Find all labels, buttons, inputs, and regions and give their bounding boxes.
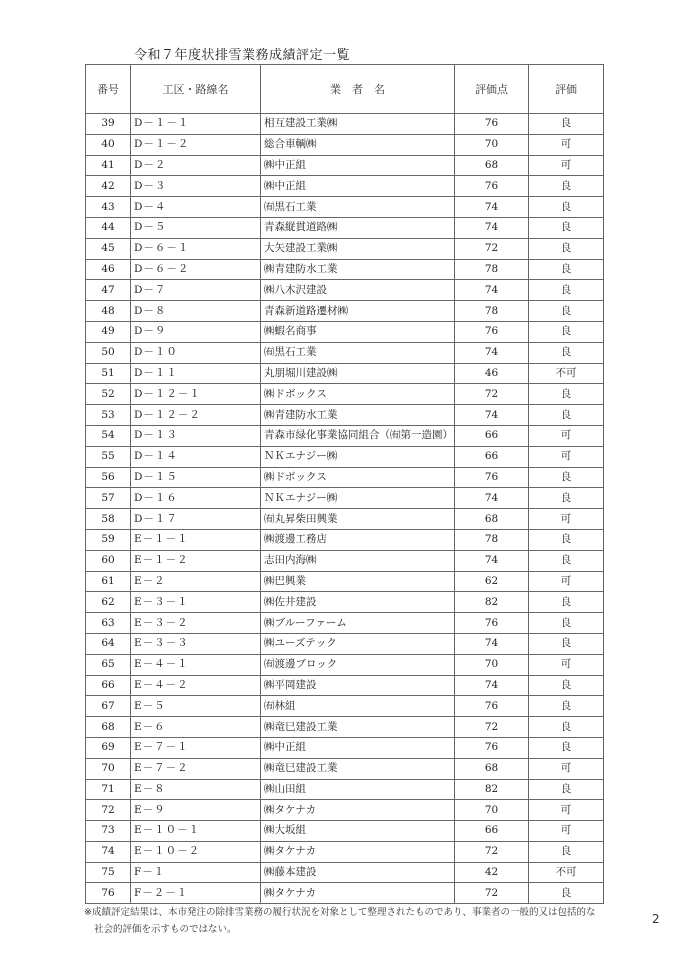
cell-score: 42 bbox=[455, 862, 529, 883]
cell-company: ㈱ユーズテック bbox=[261, 633, 455, 654]
cell-number: 76 bbox=[86, 883, 131, 904]
cell-grade: 可 bbox=[529, 134, 604, 155]
cell-grade: 良 bbox=[529, 633, 604, 654]
cell-number: 57 bbox=[86, 488, 131, 509]
cell-score: 76 bbox=[455, 321, 529, 342]
footnote-line-1: ※成績評定結果は、本市発注の除排雪業務の履行状況を対象として整理されたものであり、事業者の一般的又は包括的な bbox=[84, 907, 596, 918]
cell-grade: 良 bbox=[529, 238, 604, 259]
cell-number: 43 bbox=[86, 197, 131, 218]
table-row bbox=[86, 862, 604, 883]
cell-route: D－１７ bbox=[131, 509, 261, 530]
cell-score: 74 bbox=[455, 280, 529, 301]
cell-grade: 可 bbox=[529, 509, 604, 530]
table-row bbox=[86, 259, 604, 280]
table-row bbox=[86, 384, 604, 405]
cell-company: 総合車輌㈱ bbox=[261, 134, 455, 155]
cell-grade: 良 bbox=[529, 301, 604, 322]
cell-number: 50 bbox=[86, 342, 131, 363]
cell-company: ㈱タケナカ bbox=[261, 883, 455, 904]
table-row bbox=[86, 155, 604, 176]
cell-score: 66 bbox=[455, 425, 529, 446]
cell-grade: 可 bbox=[529, 758, 604, 779]
cell-number: 72 bbox=[86, 800, 131, 821]
cell-company: ㈱青建防水工業 bbox=[261, 405, 455, 426]
table-row bbox=[86, 529, 604, 550]
cell-grade: 良 bbox=[529, 717, 604, 738]
header-route: 工区・路線名 bbox=[131, 65, 261, 114]
table-row bbox=[86, 467, 604, 488]
cell-number: 48 bbox=[86, 301, 131, 322]
cell-route: D－９ bbox=[131, 321, 261, 342]
cell-company: 丸朋堀川建設㈱ bbox=[261, 363, 455, 384]
cell-number: 67 bbox=[86, 696, 131, 717]
cell-company: ＮＫエナジー㈱ bbox=[261, 446, 455, 467]
table-row bbox=[86, 488, 604, 509]
cell-route: D－１０ bbox=[131, 342, 261, 363]
cell-route: E－１０－２ bbox=[131, 841, 261, 862]
cell-route: E－４－２ bbox=[131, 675, 261, 696]
cell-grade: 可 bbox=[529, 800, 604, 821]
table-row bbox=[86, 321, 604, 342]
cell-route: D－８ bbox=[131, 301, 261, 322]
cell-route: E－８ bbox=[131, 779, 261, 800]
cell-score: 74 bbox=[455, 488, 529, 509]
cell-score: 70 bbox=[455, 134, 529, 155]
cell-score: 72 bbox=[455, 883, 529, 904]
cell-number: 62 bbox=[86, 592, 131, 613]
cell-number: 49 bbox=[86, 321, 131, 342]
table-row bbox=[86, 446, 604, 467]
cell-number: 75 bbox=[86, 862, 131, 883]
table-header-row bbox=[86, 65, 604, 114]
cell-score: 76 bbox=[455, 467, 529, 488]
table-row bbox=[86, 633, 604, 654]
cell-company: ㈱タケナカ bbox=[261, 800, 455, 821]
cell-company: ㈱ドボックス bbox=[261, 467, 455, 488]
cell-grade: 良 bbox=[529, 259, 604, 280]
cell-route: D－２ bbox=[131, 155, 261, 176]
cell-company: ㈱八木沢建設 bbox=[261, 280, 455, 301]
cell-company: ㈱中正組 bbox=[261, 737, 455, 758]
cell-number: 41 bbox=[86, 155, 131, 176]
cell-company: ㈱蝦名商事 bbox=[261, 321, 455, 342]
cell-route: D－６－１ bbox=[131, 238, 261, 259]
cell-route: D－１２－２ bbox=[131, 405, 261, 426]
cell-number: 55 bbox=[86, 446, 131, 467]
cell-score: 66 bbox=[455, 446, 529, 467]
cell-number: 61 bbox=[86, 571, 131, 592]
cell-score: 76 bbox=[455, 613, 529, 634]
cell-route: E－１０－１ bbox=[131, 821, 261, 842]
cell-grade: 可 bbox=[529, 446, 604, 467]
table-row bbox=[86, 280, 604, 301]
cell-number: 47 bbox=[86, 280, 131, 301]
cell-route: E－３－３ bbox=[131, 633, 261, 654]
page-number: 2 bbox=[652, 912, 660, 926]
cell-score: 68 bbox=[455, 155, 529, 176]
cell-company: ㈲林組 bbox=[261, 696, 455, 717]
cell-grade: 良 bbox=[529, 176, 604, 197]
cell-score: 72 bbox=[455, 841, 529, 862]
cell-number: 56 bbox=[86, 467, 131, 488]
cell-company: ㈱中正組 bbox=[261, 176, 455, 197]
cell-number: 63 bbox=[86, 613, 131, 634]
cell-route: E－３－２ bbox=[131, 613, 261, 634]
cell-grade: 良 bbox=[529, 883, 604, 904]
cell-grade: 良 bbox=[529, 217, 604, 238]
cell-company: 青森市緑化事業協同組合（㈲第一造園） bbox=[261, 425, 455, 446]
table-row bbox=[86, 675, 604, 696]
cell-route: E－７－１ bbox=[131, 737, 261, 758]
cell-grade: 不可 bbox=[529, 363, 604, 384]
cell-route: E－４－１ bbox=[131, 654, 261, 675]
cell-grade: 良 bbox=[529, 613, 604, 634]
table-row bbox=[86, 238, 604, 259]
cell-number: 53 bbox=[86, 405, 131, 426]
cell-number: 71 bbox=[86, 779, 131, 800]
cell-score: 74 bbox=[455, 675, 529, 696]
cell-grade: 良 bbox=[529, 321, 604, 342]
table-row bbox=[86, 425, 604, 446]
cell-number: 52 bbox=[86, 384, 131, 405]
cell-company: ㈲渡邊ブロック bbox=[261, 654, 455, 675]
cell-number: 51 bbox=[86, 363, 131, 384]
cell-company: ㈱中正組 bbox=[261, 155, 455, 176]
cell-number: 58 bbox=[86, 509, 131, 530]
table-body bbox=[86, 114, 604, 904]
cell-score: 70 bbox=[455, 800, 529, 821]
table-row bbox=[86, 613, 604, 634]
cell-company: ㈱青建防水工業 bbox=[261, 259, 455, 280]
cell-grade: 良 bbox=[529, 467, 604, 488]
header-grade: 評価 bbox=[529, 65, 604, 114]
cell-number: 54 bbox=[86, 425, 131, 446]
cell-score: 78 bbox=[455, 301, 529, 322]
cell-company: 青森新道路遷材㈱ bbox=[261, 301, 455, 322]
cell-grade: 良 bbox=[529, 342, 604, 363]
cell-company: ㈱渡邊工務店 bbox=[261, 529, 455, 550]
cell-number: 46 bbox=[86, 259, 131, 280]
cell-number: 65 bbox=[86, 654, 131, 675]
cell-grade: 良 bbox=[529, 488, 604, 509]
cell-number: 42 bbox=[86, 176, 131, 197]
cell-grade: 可 bbox=[529, 571, 604, 592]
table-row bbox=[86, 363, 604, 384]
cell-route: E－９ bbox=[131, 800, 261, 821]
cell-route: E－５ bbox=[131, 696, 261, 717]
table-row bbox=[86, 758, 604, 779]
cell-number: 40 bbox=[86, 134, 131, 155]
cell-company: ㈱山田組 bbox=[261, 779, 455, 800]
table-row bbox=[86, 717, 604, 738]
table-row bbox=[86, 405, 604, 426]
cell-route: D－１３ bbox=[131, 425, 261, 446]
table-row bbox=[86, 301, 604, 322]
cell-number: 73 bbox=[86, 821, 131, 842]
cell-score: 76 bbox=[455, 696, 529, 717]
cell-number: 68 bbox=[86, 717, 131, 738]
table-row bbox=[86, 342, 604, 363]
table-row bbox=[86, 197, 604, 218]
cell-grade: 良 bbox=[529, 280, 604, 301]
table-row bbox=[86, 883, 604, 904]
cell-company: ㈱タケナカ bbox=[261, 841, 455, 862]
cell-grade: 良 bbox=[529, 779, 604, 800]
cell-company: ㈱平岡建設 bbox=[261, 675, 455, 696]
cell-route: E－１－２ bbox=[131, 550, 261, 571]
cell-number: 70 bbox=[86, 758, 131, 779]
table-row bbox=[86, 134, 604, 155]
footnote-line-2: 社会的評価を示すものではない。 bbox=[94, 924, 237, 935]
cell-grade: 可 bbox=[529, 654, 604, 675]
cell-grade: 可 bbox=[529, 425, 604, 446]
cell-company: ㈲丸昇柴田興業 bbox=[261, 509, 455, 530]
cell-grade: 可 bbox=[529, 821, 604, 842]
table-row bbox=[86, 737, 604, 758]
cell-route: F－２－１ bbox=[131, 883, 261, 904]
cell-grade: 良 bbox=[529, 114, 604, 135]
cell-number: 64 bbox=[86, 633, 131, 654]
cell-number: 45 bbox=[86, 238, 131, 259]
cell-number: 60 bbox=[86, 550, 131, 571]
cell-score: 46 bbox=[455, 363, 529, 384]
cell-route: F－１ bbox=[131, 862, 261, 883]
table-row bbox=[86, 509, 604, 530]
cell-company: 志田内海㈱ bbox=[261, 550, 455, 571]
cell-company: ㈲黒石工業 bbox=[261, 197, 455, 218]
cell-route: D－１－１ bbox=[131, 114, 261, 135]
cell-score: 74 bbox=[455, 550, 529, 571]
table-row bbox=[86, 800, 604, 821]
cell-grade: 良 bbox=[529, 529, 604, 550]
cell-number: 66 bbox=[86, 675, 131, 696]
cell-company: ㈱巴興業 bbox=[261, 571, 455, 592]
cell-route: E－７－２ bbox=[131, 758, 261, 779]
cell-grade: 不可 bbox=[529, 862, 604, 883]
cell-route: E－２ bbox=[131, 571, 261, 592]
table-row bbox=[86, 114, 604, 135]
table-row bbox=[86, 779, 604, 800]
cell-route: E－３－１ bbox=[131, 592, 261, 613]
table-row bbox=[86, 592, 604, 613]
cell-company: 大矢建設工業㈱ bbox=[261, 238, 455, 259]
cell-route: D－１６ bbox=[131, 488, 261, 509]
document-title: 令和７年度状排雪業務成績評定一覧 bbox=[134, 48, 351, 63]
cell-route: D－１４ bbox=[131, 446, 261, 467]
cell-number: 39 bbox=[86, 114, 131, 135]
cell-route: D－６－２ bbox=[131, 259, 261, 280]
cell-route: D－１－２ bbox=[131, 134, 261, 155]
cell-score: 76 bbox=[455, 737, 529, 758]
cell-score: 74 bbox=[455, 342, 529, 363]
cell-route: E－１－１ bbox=[131, 529, 261, 550]
cell-grade: 良 bbox=[529, 696, 604, 717]
cell-grade: 良 bbox=[529, 841, 604, 862]
cell-company: ㈱大坂組 bbox=[261, 821, 455, 842]
table-row bbox=[86, 550, 604, 571]
cell-score: 72 bbox=[455, 238, 529, 259]
cell-company: ㈱竜巳建設工業 bbox=[261, 758, 455, 779]
cell-score: 74 bbox=[455, 217, 529, 238]
cell-score: 78 bbox=[455, 259, 529, 280]
cell-company: ㈲黒石工業 bbox=[261, 342, 455, 363]
cell-grade: 良 bbox=[529, 675, 604, 696]
table-row bbox=[86, 571, 604, 592]
cell-company: ㈱ドボックス bbox=[261, 384, 455, 405]
cell-score: 76 bbox=[455, 176, 529, 197]
cell-number: 59 bbox=[86, 529, 131, 550]
header-number: 番号 bbox=[86, 65, 131, 114]
header-company: 業 者 名 bbox=[261, 65, 455, 114]
cell-grade: 可 bbox=[529, 155, 604, 176]
cell-score: 74 bbox=[455, 197, 529, 218]
cell-route: D－４ bbox=[131, 197, 261, 218]
cell-grade: 良 bbox=[529, 550, 604, 571]
cell-company: 相互建設工業㈱ bbox=[261, 114, 455, 135]
cell-score: 68 bbox=[455, 758, 529, 779]
header-score: 評価点 bbox=[455, 65, 529, 114]
cell-score: 66 bbox=[455, 821, 529, 842]
table-row bbox=[86, 696, 604, 717]
footnote bbox=[84, 904, 624, 938]
cell-number: 44 bbox=[86, 217, 131, 238]
cell-route: D－３ bbox=[131, 176, 261, 197]
cell-grade: 良 bbox=[529, 384, 604, 405]
cell-score: 72 bbox=[455, 717, 529, 738]
cell-number: 74 bbox=[86, 841, 131, 862]
cell-company: 青森縦貫道路㈱ bbox=[261, 217, 455, 238]
cell-number: 69 bbox=[86, 737, 131, 758]
cell-route: D－７ bbox=[131, 280, 261, 301]
table-row bbox=[86, 176, 604, 197]
cell-score: 76 bbox=[455, 114, 529, 135]
cell-grade: 良 bbox=[529, 197, 604, 218]
cell-route: D－１２－１ bbox=[131, 384, 261, 405]
cell-score: 70 bbox=[455, 654, 529, 675]
cell-company: ㈱ブルーファーム bbox=[261, 613, 455, 634]
cell-grade: 良 bbox=[529, 592, 604, 613]
evaluation-table bbox=[85, 64, 604, 904]
cell-route: E－６ bbox=[131, 717, 261, 738]
cell-score: 68 bbox=[455, 509, 529, 530]
cell-score: 62 bbox=[455, 571, 529, 592]
table-row bbox=[86, 821, 604, 842]
cell-score: 74 bbox=[455, 633, 529, 654]
cell-score: 78 bbox=[455, 529, 529, 550]
table-row bbox=[86, 654, 604, 675]
cell-grade: 良 bbox=[529, 405, 604, 426]
cell-route: D－１１ bbox=[131, 363, 261, 384]
cell-route: D－１５ bbox=[131, 467, 261, 488]
cell-score: 72 bbox=[455, 384, 529, 405]
table-row bbox=[86, 217, 604, 238]
cell-company: ㈱竜巳建設工業 bbox=[261, 717, 455, 738]
cell-score: 74 bbox=[455, 405, 529, 426]
cell-score: 82 bbox=[455, 779, 529, 800]
cell-score: 82 bbox=[455, 592, 529, 613]
cell-route: D－５ bbox=[131, 217, 261, 238]
cell-company: ㈱佐井建設 bbox=[261, 592, 455, 613]
cell-company: ＮＫエナジー㈱ bbox=[261, 488, 455, 509]
cell-grade: 良 bbox=[529, 737, 604, 758]
table-row bbox=[86, 841, 604, 862]
cell-company: ㈱藤本建設 bbox=[261, 862, 455, 883]
